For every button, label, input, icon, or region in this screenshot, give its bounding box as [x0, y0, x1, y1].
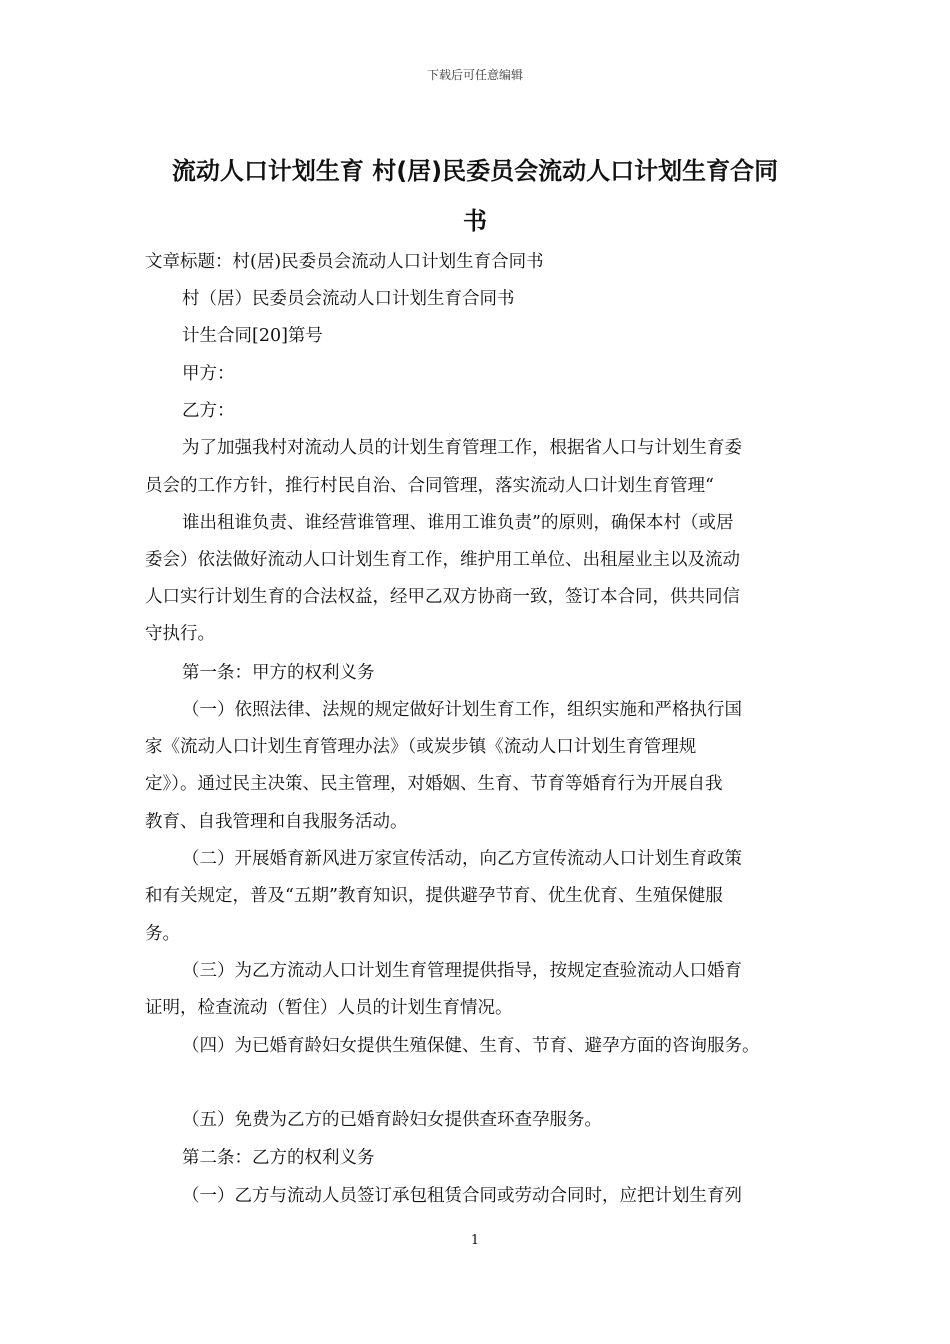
article-1-item-5: （五）免费为乙方的已婚育龄妇女提供查环查孕服务。: [182, 1110, 602, 1130]
preamble-line: 谁出租谁负责、谁经营谁管理、谁用工谁负责”的原则，确保本村（或居: [182, 513, 734, 533]
contract-heading: 村（居）民委员会流动人口计划生育合同书: [182, 289, 515, 309]
preamble-line: 为了加强我村对流动人员的计划生育管理工作，根据省人口与计划生育委: [182, 438, 742, 458]
article-title-line: 文章标题：村(居)民委员会流动人口计划生育合同书: [145, 252, 544, 272]
article-1-item-1: 家《流动人口计划生育管理办法》（或炭步镇《流动人口计划生育管理规: [145, 737, 697, 757]
article-1-item-2: 和有关规定，普及“五期”教育知识，提供避孕节育、优生优育、生殖保健服: [145, 886, 723, 906]
article-1-heading: 第一条：甲方的权利义务: [182, 663, 375, 683]
preamble-line: 员会的工作方针，推行村民自治、合同管理，落实流动人口计划生育管理“: [145, 476, 714, 496]
header-note: 下载后可任意编辑: [426, 68, 523, 82]
preamble-line: 守执行。: [145, 624, 215, 644]
article-1-item-2: （二）开展婚育新风进万家宣传活动，向乙方宣传流动人口计划生育政策: [182, 849, 742, 869]
article-1-item-1: （一）依照法律、法规的规定做好计划生育工作，组织实施和严格执行国: [182, 700, 742, 720]
party-a-label: 甲方：: [182, 364, 235, 384]
document-title: [140, 146, 810, 246]
preamble-line: 委会）依法做好流动人口计划生育工作，维护用工单位、出租屋业主以及流动: [145, 550, 740, 570]
article-1-item-2: 务。: [145, 924, 180, 944]
preamble-line: 人口实行计划生育的合法权益，经甲乙双方协商一致，签订本合同，供共同信: [145, 587, 740, 607]
article-2-item-1: （一）乙方与流动人员签订承包租赁合同或劳动合同时，应把计划生育列: [182, 1186, 742, 1206]
article-1-item-1: 教育、自我管理和自我服务活动。: [145, 812, 408, 832]
page-number: 1: [470, 1233, 480, 1248]
party-b-label: 乙方：: [182, 401, 235, 421]
title-line-2: 书: [463, 207, 487, 235]
article-1-item-4: （四）为已婚育龄妇女提供生殖保健、生育、节育、避孕方面的咨询服务。: [182, 1036, 760, 1056]
title-line-1: 流动人口计划生育 村(居)民委员会流动人口计划生育合同: [171, 157, 779, 185]
article-2-heading: 第二条：乙方的权利义务: [182, 1148, 375, 1168]
article-1-item-3: （三）为乙方流动人口计划生育管理提供指导，按规定查验流动人口婚育: [182, 961, 742, 981]
contract-number: 计生合同[20]第号: [182, 326, 323, 346]
article-1-item-1: 定》）。通过民主决策、民主管理，对婚姻、生育、节育等婚育行为开展自我: [145, 774, 723, 794]
article-1-item-3: 证明，检查流动（暂住）人员的计划生育情况。: [145, 998, 513, 1018]
